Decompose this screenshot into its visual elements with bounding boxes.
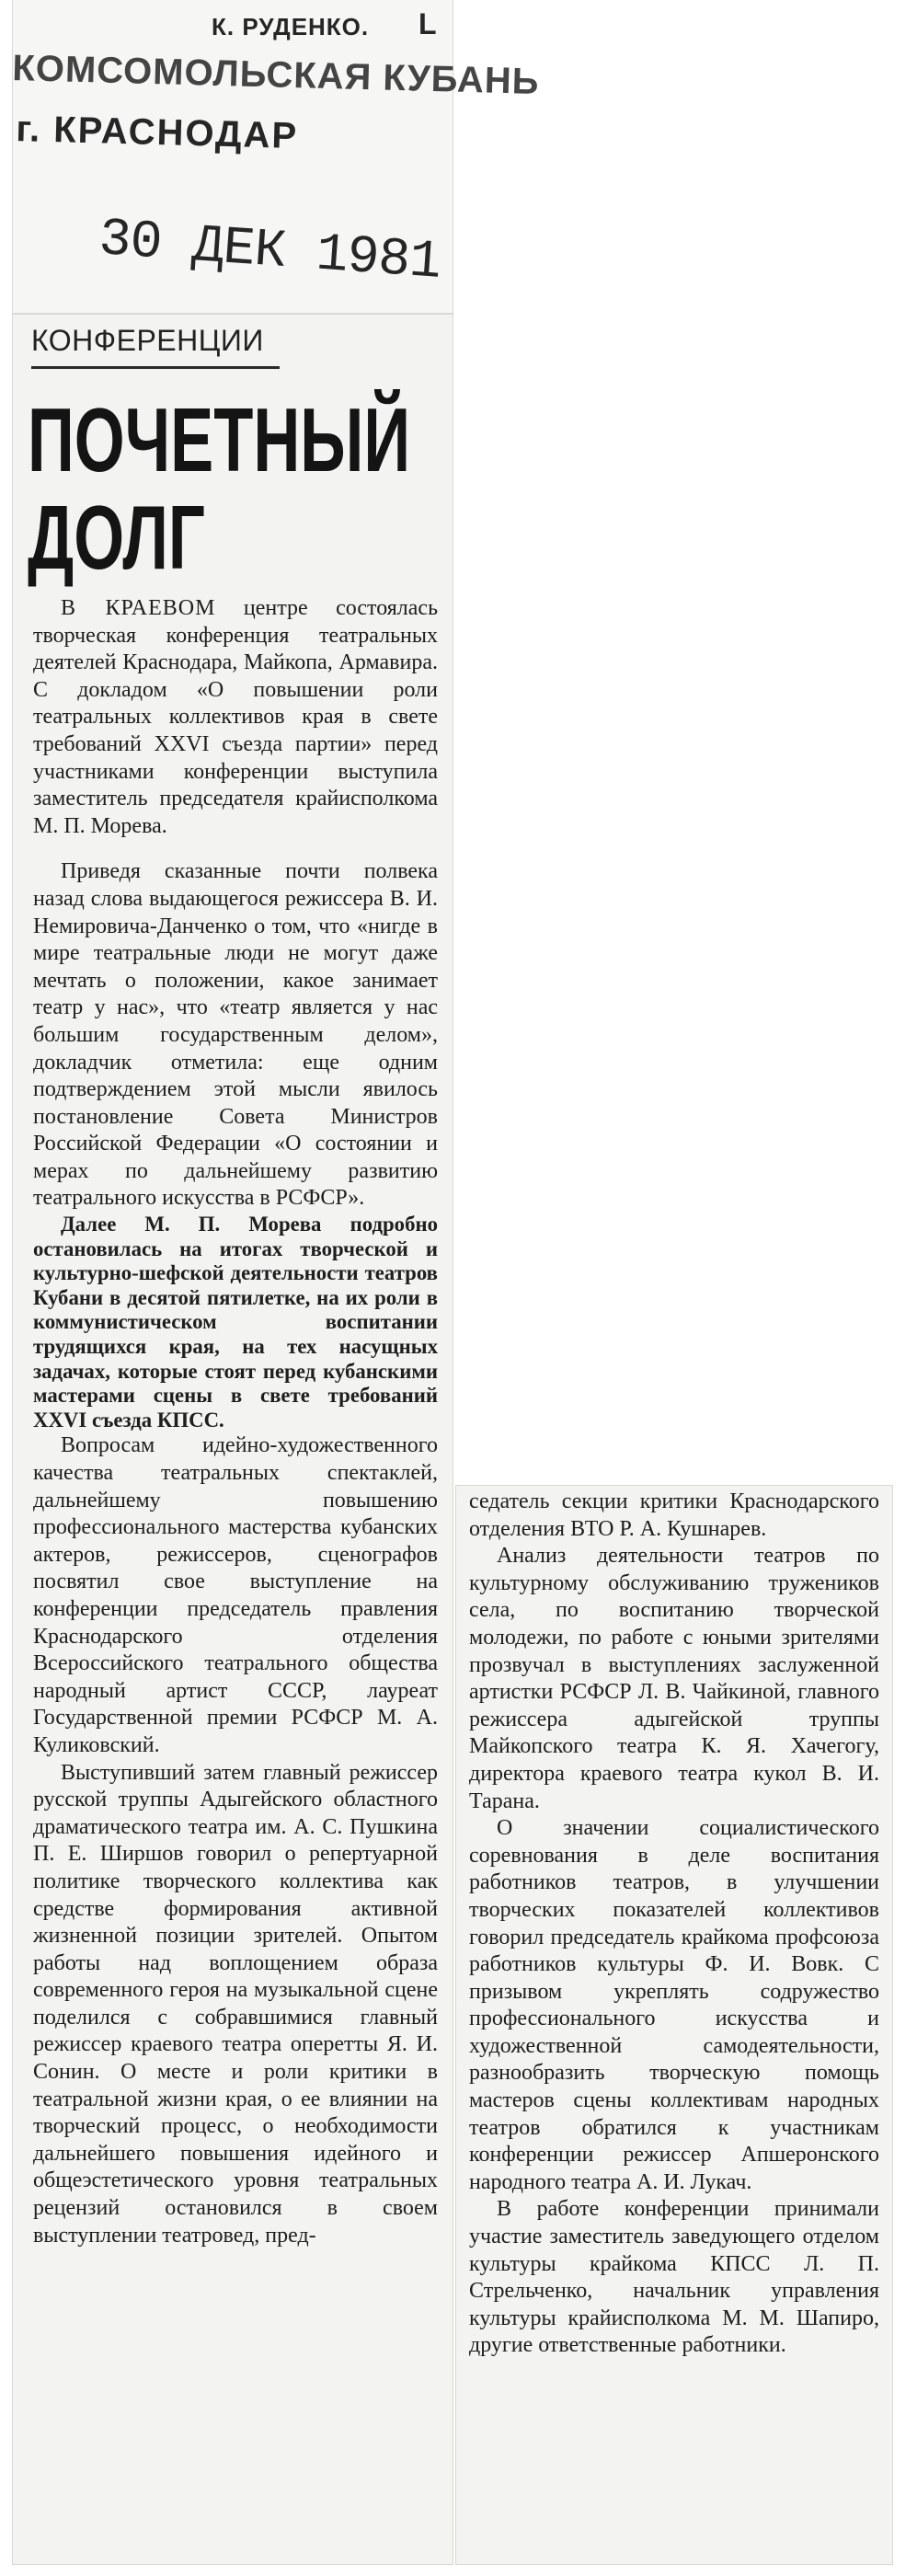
- paragraph-2: Приведя сказанные почти полвека назад слова выдающегося режиссера В. И. Немировича-Данченко о том, что «нигде в мире театральные люди не могут даже мечтать о положении, какое занимает театр у нас», что «театр является у нас большим государственным делом», докладчик отметила: еще одним подтверждением этой мысли явилось постановление Совета Министров Российской Федерации «О состоянии и мерах по дальнейшему развитию театрального искусства в РСФСР».: [33, 859, 438, 1211]
- author-stamp: К. РУДЕНКО.: [212, 13, 370, 40]
- paragraph-1-text: центре состоялась творческая конференция театральных деятелей Краснодара, Майкопа, Армавира. С докладом «О повышении роли театральных коллективов края в свете требований XXVI съезда партии» перед участниками конференции выступила заместитель председателя крайисполкома М. П. Морева.: [33, 596, 439, 838]
- newspaper-stamp: КОМСОМОЛЬСКАЯ КУБАНЬ: [11, 48, 541, 102]
- article-body-left: [33, 595, 438, 2249]
- paragraph-5: Выступивший затем главный режиссер русской труппы Адыгейского областного драматического театра им. А. С. Пушкина П. Е. Ширшов говорил о репертуарной политике творческого коллектива как средстве формирования активной жизненной позиции зрителей. Опытом работы над воплощением образа современного героя на музыкальной сцене поделился с собравшимися главный режиссер краевого театра оперетты Я. И. Сонин. О месте и роли критики в театральной жизни края, о ее влиянии на творческий процесс, о необходимости дальнейшего повышения идейного и общеэстетического уровня театральных рецензий остановился в своем выступлении театровед, пред-: [33, 1760, 438, 2248]
- paragraph-5-continued: седатель секции критики Краснодарского отделения ВТО Р. А. Кушнарев.: [469, 1489, 879, 1541]
- rubric-label: КОНФЕРЕНЦИИ: [31, 324, 264, 357]
- rubric-underline: [31, 366, 280, 369]
- article-body-right: [469, 1489, 879, 2360]
- archive-mark: L: [418, 7, 437, 40]
- paragraph-6: Анализ деятельности театров по культурному обслуживанию тружеников села, по воспитанию творческой молодежи, по работе с юными зрителями прозвучал в выступлениях заслуженной артистки РСФСР Л. В. Чайкиной, главного режиссера адыгейской труппы Майкопского театра К. Я. Хачегогу, директора краевого театра кукол В. И. Тарана.: [469, 1544, 879, 1813]
- paragraph-4: Вопросам идейно-художественного качества театральных спектаклей, дальнейшему повышению профессионального мастерства кубанских актеров, режиссеров, сценографов посвятил свое выступление на конференции председатель правления Краснодарского отделения Всероссийского театрального общества народный артист СССР, лауреат Государственной премии РСФСР М. А. Куликовский.: [33, 1433, 438, 1757]
- headline-line-2: ДОЛГ: [28, 487, 205, 588]
- paragraph-8: В работе конференции принимали участие заместитель заведующего отделом культуры крайкома КПСС Л. П. Стрельченко, начальник управления культуры крайисполкома М. М. Шапиро, другие ответственные работники.: [469, 2197, 879, 2358]
- paragraph-7: О значении социалистического соревнования в деле воспитания работников театров, в улучшении творческих показателей коллективов говорил председатель крайкома профсоюза работников культуры Ф. И. Вовк. С призывом укреплять содружество профессионального искусства и художественной самодеятельности, разнообразить творческую помощь мастеров сцены коллективам народных театров обратился к участникам конференции режиссер Апшеронского народного театра А. И. Лукач.: [469, 1816, 879, 2194]
- article-headline: [28, 389, 411, 588]
- paragraph-lead-in: В КРАЕВОМ: [61, 596, 216, 620]
- paragraph-3: Далее М. П. Морева подробно остановилась на итогах творческой и культурно-шефской деятельности театров Кубани в десятой пятилетке, на их роли в коммунистическом воспитании трудящихся края, на тех насущных задачах, которые стоят перед кубанскими мастерами сцены в свете требований XXVI съезда КПСС.: [33, 1213, 438, 1432]
- city-stamp: г. КРАСНОДАР: [15, 109, 299, 157]
- date-stamp: 30 ДЕК 1981: [97, 210, 442, 293]
- paragraph-1: [33, 595, 438, 840]
- headline-line-1: ПОЧЕТНЫЙ: [28, 389, 411, 490]
